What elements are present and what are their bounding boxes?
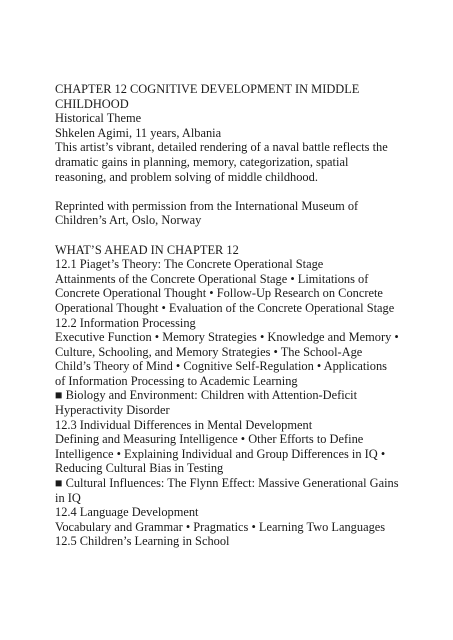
section-topics: Attainments of the Concrete Operational Stage • Limitations of Concrete Operational Thought • Follow-Up Research on Concrete Operational Thought • Evaluation of the Concrete Operational Stage [55, 271, 395, 315]
section-heading: 12.1 Piaget’s Theory: The Concrete Operational Stage [55, 257, 324, 272]
feature-box-entry: ■ Cultural Influences: The Flynn Effect: Massive Generational Gains in IQ [55, 476, 399, 505]
section-topics: Executive Function • Memory Strategies • Knowledge and Memory • Culture, Schooling, and Memory Strategies • The School-Age Child’s Theory of Mind • Cognitive Self-Regulation • Applications of Information Processing to Academic Learning [55, 330, 399, 388]
section-heading: 12.2 Information Processing [55, 315, 196, 330]
artwork-description: This artist’s vibrant, detailed rendering of a naval battle reflects the dramatic gains in planning, memory, categorization, spatial reasoning, and problem solving of middle childhood. [55, 140, 388, 184]
section-topics: Vocabulary and Grammar • Pragmatics • Learning Two Languages [55, 519, 386, 534]
document-page [55, 82, 400, 549]
chapter-title: CHAPTER 12 COGNITIVE DEVELOPMENT IN MIDDLE CHILDHOOD [55, 82, 360, 111]
paragraph-gap [55, 228, 400, 243]
paragraph-gap [55, 184, 400, 199]
contents-heading: WHAT’S AHEAD IN CHAPTER 12 [55, 242, 239, 257]
section-heading: 12.3 Individual Differences in Mental Development [55, 417, 313, 432]
theme-label: Historical Theme [55, 111, 142, 126]
section-heading: 12.4 Language Development [55, 505, 199, 520]
feature-box-entry: ■ Biology and Environment: Children with Attention-Deficit Hyperactivity Disorder [55, 388, 358, 418]
permission-note: Reprinted with permission from the International Museum of Children’s Art, Oslo, Norway [55, 198, 359, 228]
section-heading: 12.5 Children’s Learning in School [55, 534, 230, 549]
artist-credit: Shkelen Agimi, 11 years, Albania [55, 125, 222, 140]
section-topics: Defining and Measuring Intelligence • Other Efforts to Define Intelligence • Explaining Individual and Group Differences in IQ • Reducing Cultural Bias in Testing [55, 432, 386, 476]
